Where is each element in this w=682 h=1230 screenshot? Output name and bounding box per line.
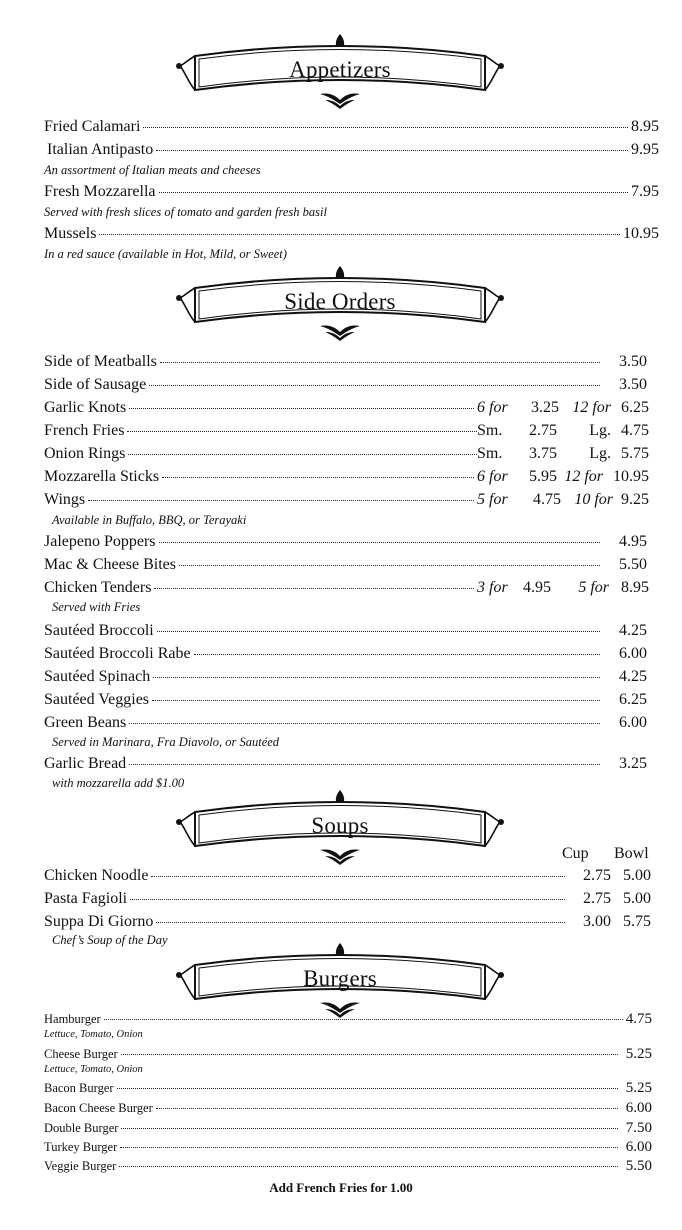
dot-leader: [120, 1147, 617, 1148]
item-name: Garlic Bread: [44, 755, 127, 772]
menu-item: [44, 1080, 652, 1097]
option-price: 2.75: [529, 422, 557, 439]
dot-leader: [179, 565, 600, 566]
item-price: 6.00: [625, 1139, 652, 1155]
item-note: Lettuce, Tomato, Onion: [44, 1029, 143, 1040]
price-options: [477, 422, 649, 440]
burgers-title: Burgers: [303, 966, 377, 991]
bowl-price: 5.00: [623, 867, 651, 884]
option-label: 5 for: [477, 491, 508, 508]
item-note: An assortment of Italian meats and cheeses: [44, 163, 261, 177]
menu-item: [44, 399, 649, 417]
item-price: 8.95: [631, 118, 659, 135]
dot-leader: [88, 500, 474, 501]
item-name: Sautéed Broccoli Rabe: [44, 645, 191, 662]
menu-item: [44, 691, 647, 709]
option-label: 12 for: [572, 399, 611, 416]
dot-leader: [117, 1088, 618, 1089]
item-price: 5.50: [619, 556, 647, 573]
cup-price: 2.75: [583, 867, 611, 884]
appetizers-banner: [170, 30, 510, 112]
option-price: 4.75: [533, 491, 561, 508]
item-name: Mac & Cheese Bites: [44, 556, 176, 573]
soups-banner: [170, 786, 510, 868]
menu-item: [44, 668, 647, 686]
dot-leader: [160, 362, 600, 363]
dot-leader: [153, 677, 600, 678]
dot-leader: [154, 588, 474, 589]
item-name: Hamburger: [44, 1012, 101, 1026]
item-name: Bacon Cheese Burger: [44, 1101, 153, 1115]
menu-item: [44, 913, 651, 931]
item-name: Cheese Burger: [44, 1047, 118, 1061]
menu-item: [44, 714, 647, 732]
dot-leader: [129, 764, 600, 765]
item-name: Onion Rings: [44, 445, 126, 462]
dot-leader: [156, 1108, 618, 1109]
item-name: Chicken Tenders: [44, 579, 152, 596]
price-options: [477, 445, 649, 463]
option-label: 10 for: [574, 491, 613, 508]
dot-leader: [157, 631, 600, 632]
item-name: Sautéed Broccoli: [44, 622, 154, 639]
price-options: [477, 491, 649, 509]
dot-leader: [129, 723, 600, 724]
option-price: 6.25: [621, 399, 649, 416]
menu-item: [44, 867, 651, 885]
menu-item: [44, 645, 647, 663]
cup-column-header: Cup: [562, 845, 589, 862]
item-name: Veggie Burger: [44, 1159, 117, 1173]
menu-item: [44, 353, 647, 371]
bowl-price: 5.75: [623, 913, 651, 930]
dot-leader: [156, 922, 565, 923]
menu-item: [44, 1046, 652, 1063]
item-price: 3.50: [619, 376, 647, 393]
item-price: 4.25: [619, 668, 647, 685]
dot-leader: [128, 454, 477, 455]
price-options: [477, 468, 649, 486]
item-name: Sautéed Spinach: [44, 668, 151, 685]
item-note: Served with fresh slices of tomato and garden fresh basil: [44, 205, 327, 219]
side-orders-banner: [170, 262, 510, 344]
item-price: 4.75: [625, 1011, 652, 1027]
item-name: Side of Meatballs: [44, 353, 157, 370]
item-price: 5.25: [625, 1046, 652, 1062]
item-name: Fresh Mozzarella: [44, 183, 156, 200]
menu-item: [44, 755, 647, 773]
side-orders-title: Side Orders: [284, 289, 396, 314]
option-price: 10.95: [613, 468, 649, 485]
item-price: 9.95: [631, 141, 659, 158]
menu-item: [44, 1100, 652, 1117]
menu-item: [44, 183, 659, 201]
item-price: 6.00: [619, 645, 647, 662]
item-name: Fried Calamari: [44, 118, 141, 135]
cup-price: 2.75: [583, 890, 611, 907]
option-price: 4.75: [621, 422, 649, 439]
option-label: 6 for: [477, 399, 508, 416]
item-note: Served with Fries: [52, 600, 141, 614]
item-price: 3.50: [619, 353, 647, 370]
option-label: Sm.: [477, 422, 503, 439]
option-label: Lg.: [589, 445, 611, 462]
dot-leader: [121, 1128, 617, 1129]
price-options: [477, 399, 649, 417]
menu-item: [44, 1011, 652, 1028]
item-name: Side of Sausage: [44, 376, 147, 393]
item-name: Mozzarella Sticks: [44, 468, 160, 485]
menu-item: [44, 225, 659, 243]
item-price: 6.00: [619, 714, 647, 731]
item-price: 7.95: [631, 183, 659, 200]
menu-item: [44, 141, 659, 159]
dot-leader: [162, 477, 474, 478]
item-price: 3.25: [619, 755, 647, 772]
item-note: Lettuce, Tomato, Onion: [44, 1064, 143, 1075]
price-options: [477, 579, 649, 597]
menu-item: [44, 491, 649, 509]
item-price: 7.50: [625, 1120, 652, 1136]
option-price: 3.75: [529, 445, 557, 462]
item-price: 4.95: [619, 533, 647, 550]
item-name: Jalepeno Poppers: [44, 533, 156, 550]
item-name: Chicken Noodle: [44, 867, 149, 884]
menu-item: [44, 890, 651, 908]
item-name: Bacon Burger: [44, 1081, 114, 1095]
menu-item: [44, 468, 649, 486]
item-note: with mozzarella add $1.00: [52, 776, 185, 790]
item-price: 6.00: [625, 1100, 652, 1116]
menu-item: [44, 118, 659, 136]
item-name: Suppa Di Giorno: [44, 913, 154, 930]
menu-item: [44, 622, 647, 640]
soups-title: Soups: [311, 813, 369, 838]
menu-item: [44, 1158, 652, 1175]
option-label: 5 for: [578, 579, 609, 596]
item-name: French Fries: [44, 422, 125, 439]
burgers-banner: [170, 939, 510, 1021]
option-price: 5.75: [621, 445, 649, 462]
item-name: Pasta Fagioli: [44, 890, 128, 907]
item-note: Chef’s Soup of the Day: [52, 933, 168, 947]
dot-leader: [121, 1054, 618, 1055]
item-name: Garlic Knots: [44, 399, 127, 416]
dot-leader: [143, 127, 628, 128]
menu-item: [44, 445, 649, 463]
option-label: 12 for: [564, 468, 603, 485]
menu-item: [44, 1120, 652, 1137]
dot-leader: [159, 542, 600, 543]
menu-item: [44, 422, 649, 440]
dot-leader: [119, 1166, 617, 1167]
dot-leader: [99, 234, 620, 235]
menu-item: [44, 1139, 652, 1156]
item-price: 5.25: [625, 1080, 652, 1096]
option-price: 8.95: [621, 579, 649, 596]
option-label: Sm.: [477, 445, 503, 462]
item-note: In a red sauce (available in Hot, Mild, or Sweet): [44, 247, 287, 261]
option-price: 4.95: [523, 579, 551, 596]
item-name: Sautéed Veggies: [44, 691, 150, 708]
item-note: Served in Marinara, Fra Diavolo, or Sautéed: [52, 735, 280, 749]
option-price: 5.95: [529, 468, 557, 485]
item-price: 5.50: [625, 1158, 652, 1174]
item-name: Turkey Burger: [44, 1140, 118, 1154]
menu-item: [44, 556, 647, 574]
item-name: Green Beans: [44, 714, 127, 731]
dot-leader: [104, 1019, 623, 1020]
option-price: 3.25: [531, 399, 559, 416]
dot-leader: [129, 408, 474, 409]
dot-leader: [152, 700, 600, 701]
item-price: 6.25: [619, 691, 647, 708]
item-name: Wings: [44, 491, 86, 508]
bowl-column-header: Bowl: [614, 845, 649, 862]
dot-leader: [149, 385, 600, 386]
bowl-price: 5.00: [623, 890, 651, 907]
item-note: Available in Buffalo, BBQ, or Terayaki: [52, 513, 247, 527]
dot-leader: [159, 192, 628, 193]
menu-item: [44, 533, 647, 551]
dot-leader: [151, 876, 565, 877]
cup-price: 3.00: [583, 913, 611, 930]
dot-leader: [127, 431, 477, 432]
item-price: 10.95: [623, 225, 659, 242]
option-label: Lg.: [589, 422, 611, 439]
item-name: Double Burger: [44, 1121, 119, 1135]
option-label: 3 for: [477, 579, 508, 596]
option-label: 6 for: [477, 468, 508, 485]
menu-item: [44, 376, 647, 394]
item-price: 4.25: [619, 622, 647, 639]
dot-leader: [194, 654, 600, 655]
item-name: Italian Antipasto: [47, 141, 154, 158]
burgers-footer-note: Add French Fries for 1.00: [269, 1180, 413, 1195]
menu-item: [44, 579, 649, 597]
appetizers-title: Appetizers: [289, 57, 391, 82]
option-price: 9.25: [621, 491, 649, 508]
item-name: Mussels: [44, 225, 97, 242]
dot-leader: [130, 899, 565, 900]
dot-leader: [156, 150, 628, 151]
